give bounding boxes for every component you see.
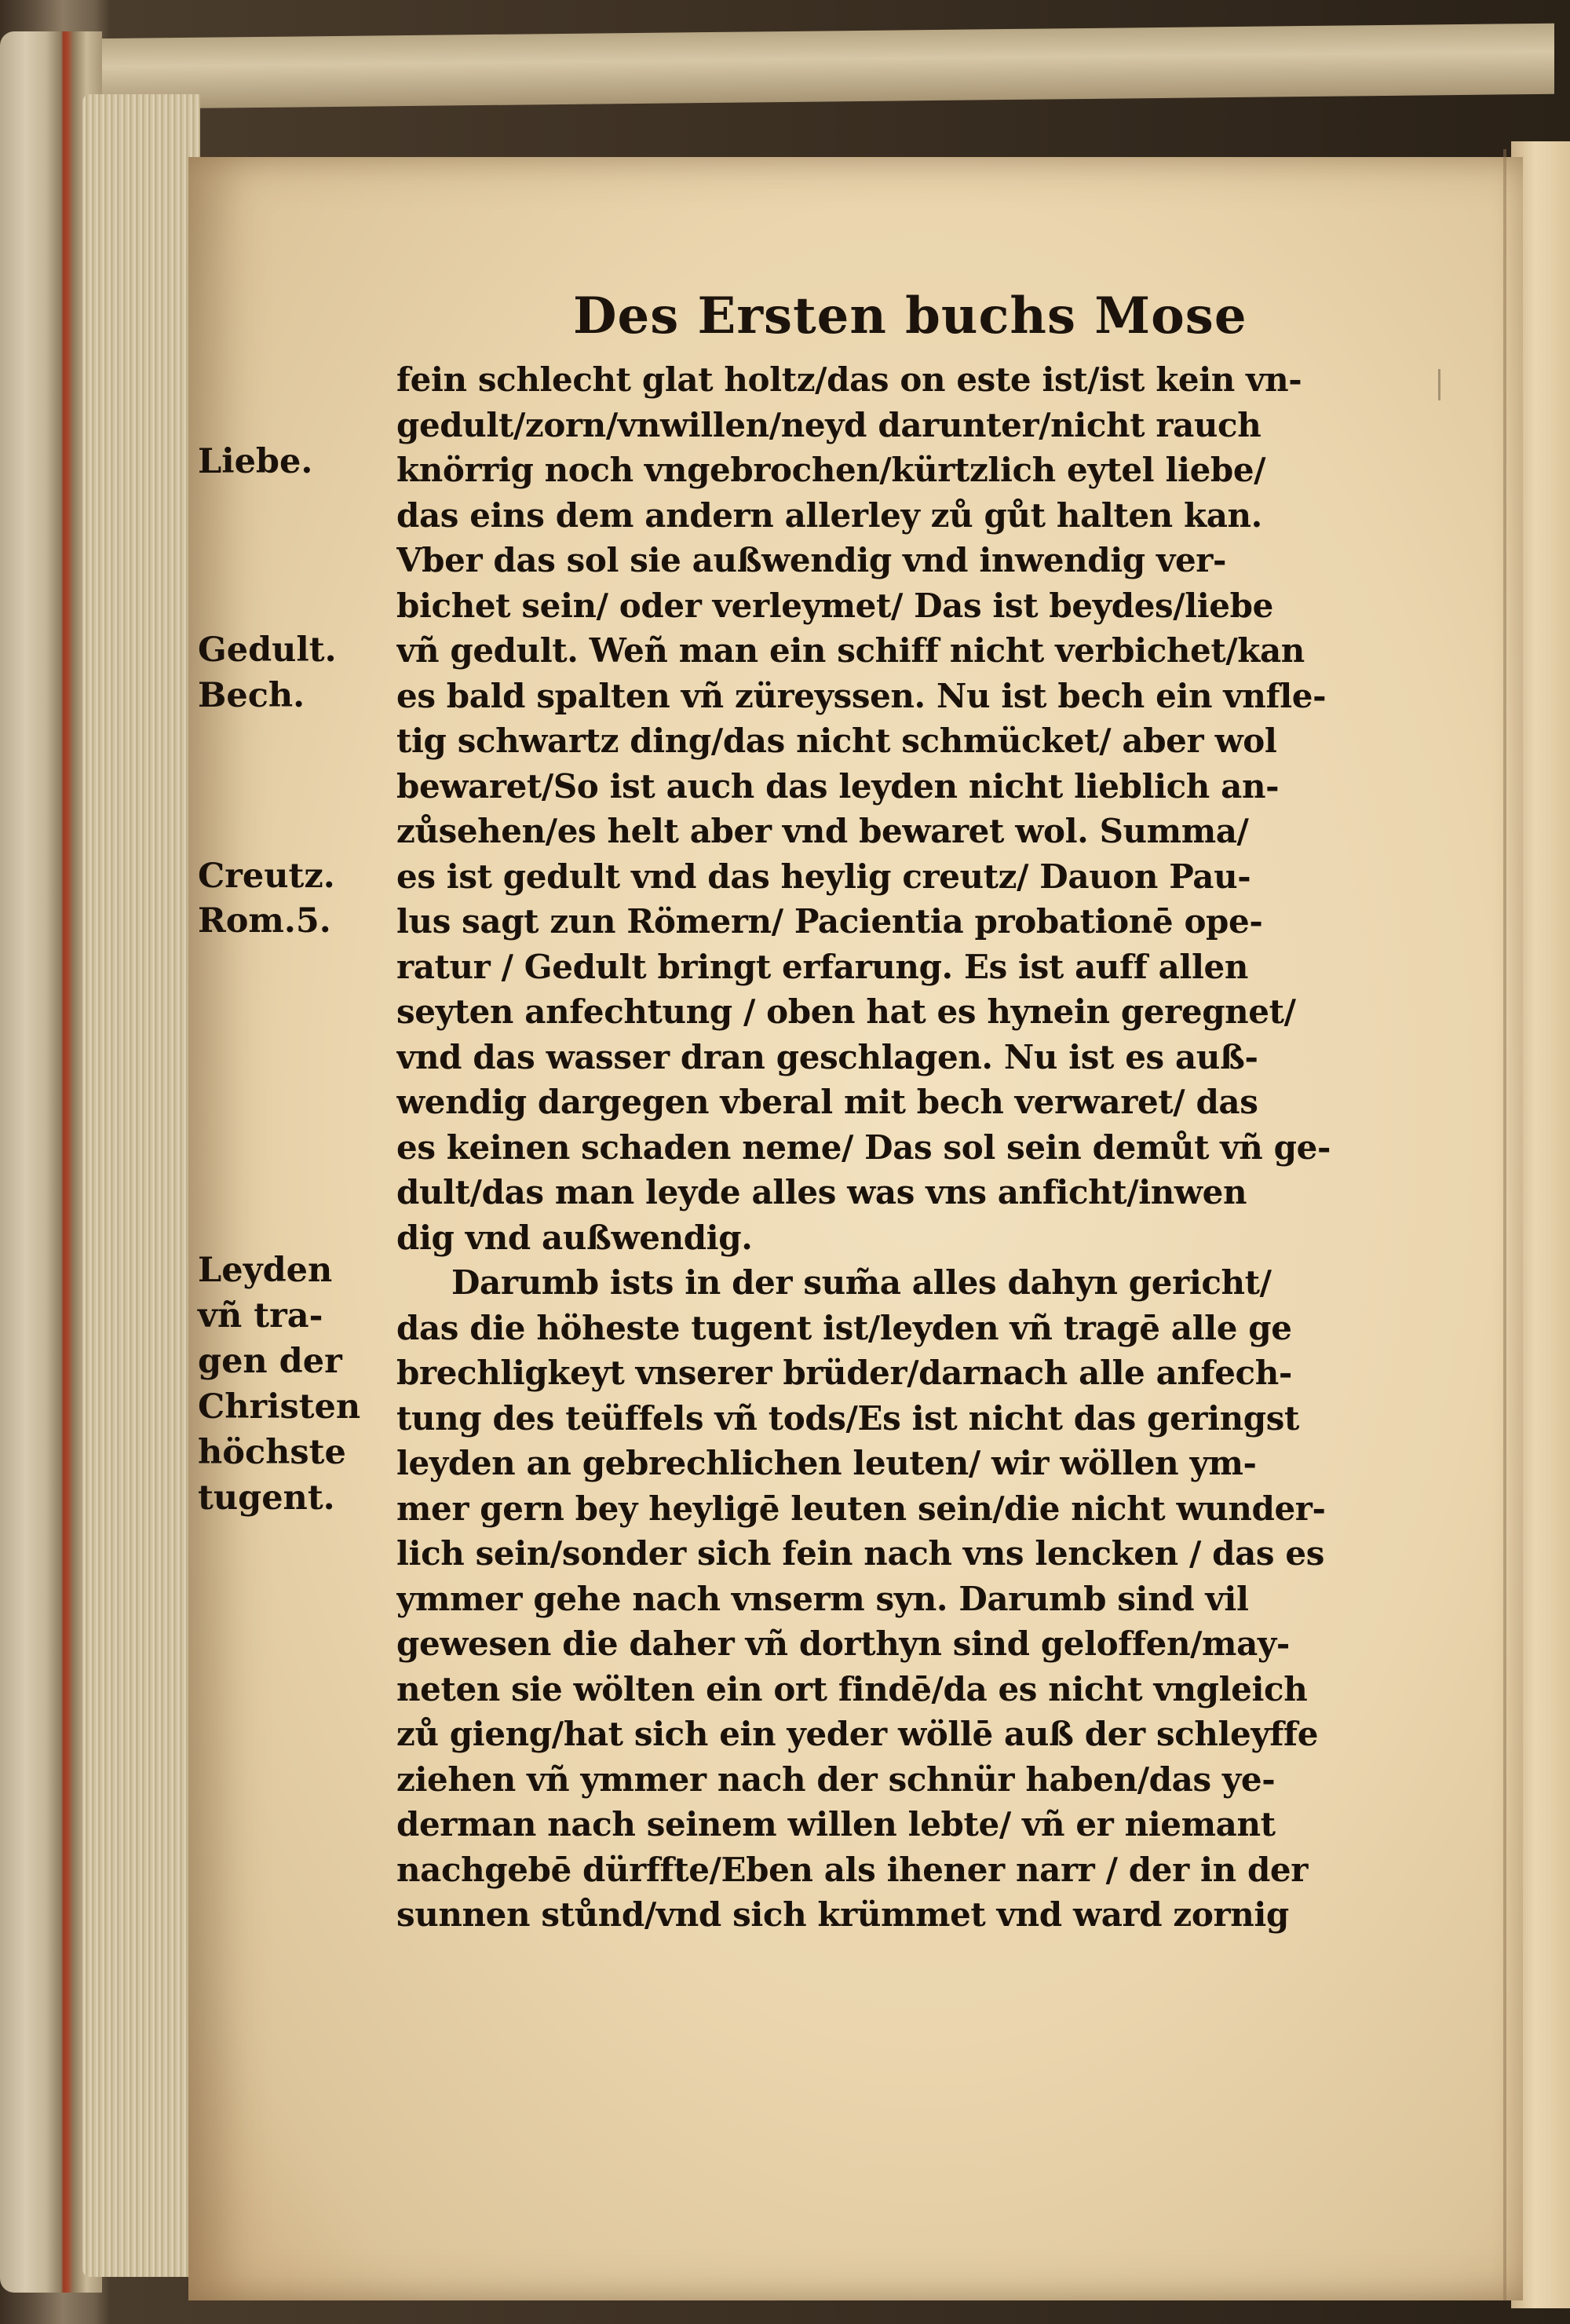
- text-line: Vber das sol sie außwendig vnd inwendig ver-: [396, 541, 1227, 579]
- text-line: zů gieng/hat sich ein yeder wöllē auß der schleyffe: [396, 1715, 1319, 1753]
- text-line: knörrig noch vngebrochen/kürtzlich eytel liebe/: [396, 451, 1266, 489]
- text-line: es ist gedult vnd das heylig creutz/ Dauon Pau-: [396, 857, 1251, 896]
- text-line: gedult/zorn/vnwillen/neyd darunter/nicht rauch: [396, 405, 1261, 444]
- text-line: zůsehen/es helt aber vnd bewaret wol. Summa/: [396, 812, 1249, 850]
- text-line: lich sein/sonder sich fein nach vns lencken / das es: [396, 1534, 1324, 1573]
- text-line: leyden an gebrechlichen leuten/ wir wöllen ym-: [396, 1444, 1257, 1482]
- text-line: bewaret/So ist auch das leyden nicht lieblich an-: [396, 766, 1280, 806]
- text-line: Darumb ists in der sum̃a alles dahyn gericht/: [451, 1263, 1272, 1302]
- margin-note-gen-der: gen der: [198, 1342, 342, 1381]
- text-line: nachgebē dürffte/Eben als ihener narr / der in der: [396, 1850, 1308, 1889]
- text-line: brechligkeyt vnserer brüder/darnach alle anfech-: [396, 1354, 1292, 1392]
- page-edges: [82, 94, 200, 2277]
- text-line: vñ gedult. Weñ man ein schiff nicht verbichet/kan: [396, 631, 1305, 670]
- text-line: ratur / Gedult bringt erfarung. Es ist auff allen: [396, 947, 1248, 986]
- text-line: fein schlecht glat holtz/das on este ist/ist kein vn-: [396, 360, 1302, 399]
- text-line: ziehen vñ ymmer nach der schnür haben/das ye-: [396, 1759, 1276, 1799]
- margin-note-liebe: Liebe.: [198, 442, 313, 481]
- page-header: Des Ersten buchs Mose: [573, 287, 1247, 345]
- margin-note-vn-tra: vñ tra-: [198, 1296, 323, 1336]
- margin-note-leyden: Leyden: [198, 1251, 333, 1290]
- margin-note-rom: Rom.5.: [198, 901, 331, 941]
- text-line: gewesen die daher vñ dorthyn sind geloffen/may-: [396, 1624, 1290, 1663]
- text-line: sunnen stůnd/vnd sich krümmet vnd ward zornig: [396, 1895, 1289, 1934]
- page-mark: [1438, 369, 1440, 400]
- text-line: neten sie wölten ein ort findē/da es nicht vngleich: [396, 1669, 1308, 1708]
- text-line: das die höheste tugent ist/leyden vñ tragē alle ge: [396, 1308, 1292, 1347]
- text-line: es keinen schaden neme/ Das sol sein demůt vñ ge-: [396, 1127, 1331, 1167]
- body-text: [396, 357, 1331, 1938]
- margin-note-christen: Christen: [198, 1387, 361, 1427]
- margin-note-hochste: höchste: [198, 1433, 346, 1472]
- margin-note-gedult: Gedult.: [198, 630, 337, 670]
- margin-note-bech: Bech.: [198, 676, 305, 715]
- margin-note-tugent: tugent.: [198, 1478, 335, 1518]
- text-line: mer gern bey heyligē leuten sein/die nicht wunder-: [396, 1489, 1326, 1528]
- text-line: dult/das man leyde alles was vns anficht/inwen: [396, 1173, 1247, 1211]
- text-line: lus sagt zun Römern/ Pacientia probationē ope-: [396, 902, 1263, 941]
- text-line: tung des teüffels vñ tods/Es ist nicht das geringst: [396, 1398, 1299, 1438]
- text-line: derman nach seinem willen lebte/ vñ er niemant: [396, 1805, 1276, 1843]
- text-line: das eins dem andern allerley zů gůt halten kan.: [396, 495, 1262, 535]
- gutter-line: [1503, 149, 1506, 2300]
- text-line: bichet sein/ oder verleymet/ Das ist beydes/liebe: [396, 586, 1273, 625]
- text-line: ymmer gehe nach vnserm syn. Darumb sind vil: [396, 1579, 1249, 1618]
- text-line: seyten anfechtung / oben hat es hynein geregnet/: [396, 992, 1296, 1031]
- text-line: es bald spalten vñ züreyssen. Nu ist bech ein vnfle-: [396, 676, 1327, 715]
- text-line: tig schwartz ding/das nicht schmücket/ aber wol: [396, 722, 1277, 760]
- book-cover-edge: [16, 24, 1554, 111]
- text-line: vnd das wasser dran geschlagen. Nu ist es auß-: [396, 1037, 1258, 1076]
- text-line: wendig dargegen vberal mit bech verwaret/ das: [396, 1083, 1258, 1121]
- margin-note-creutz: Creutz.: [198, 857, 335, 896]
- text-line: dig vnd außwendig.: [396, 1218, 753, 1257]
